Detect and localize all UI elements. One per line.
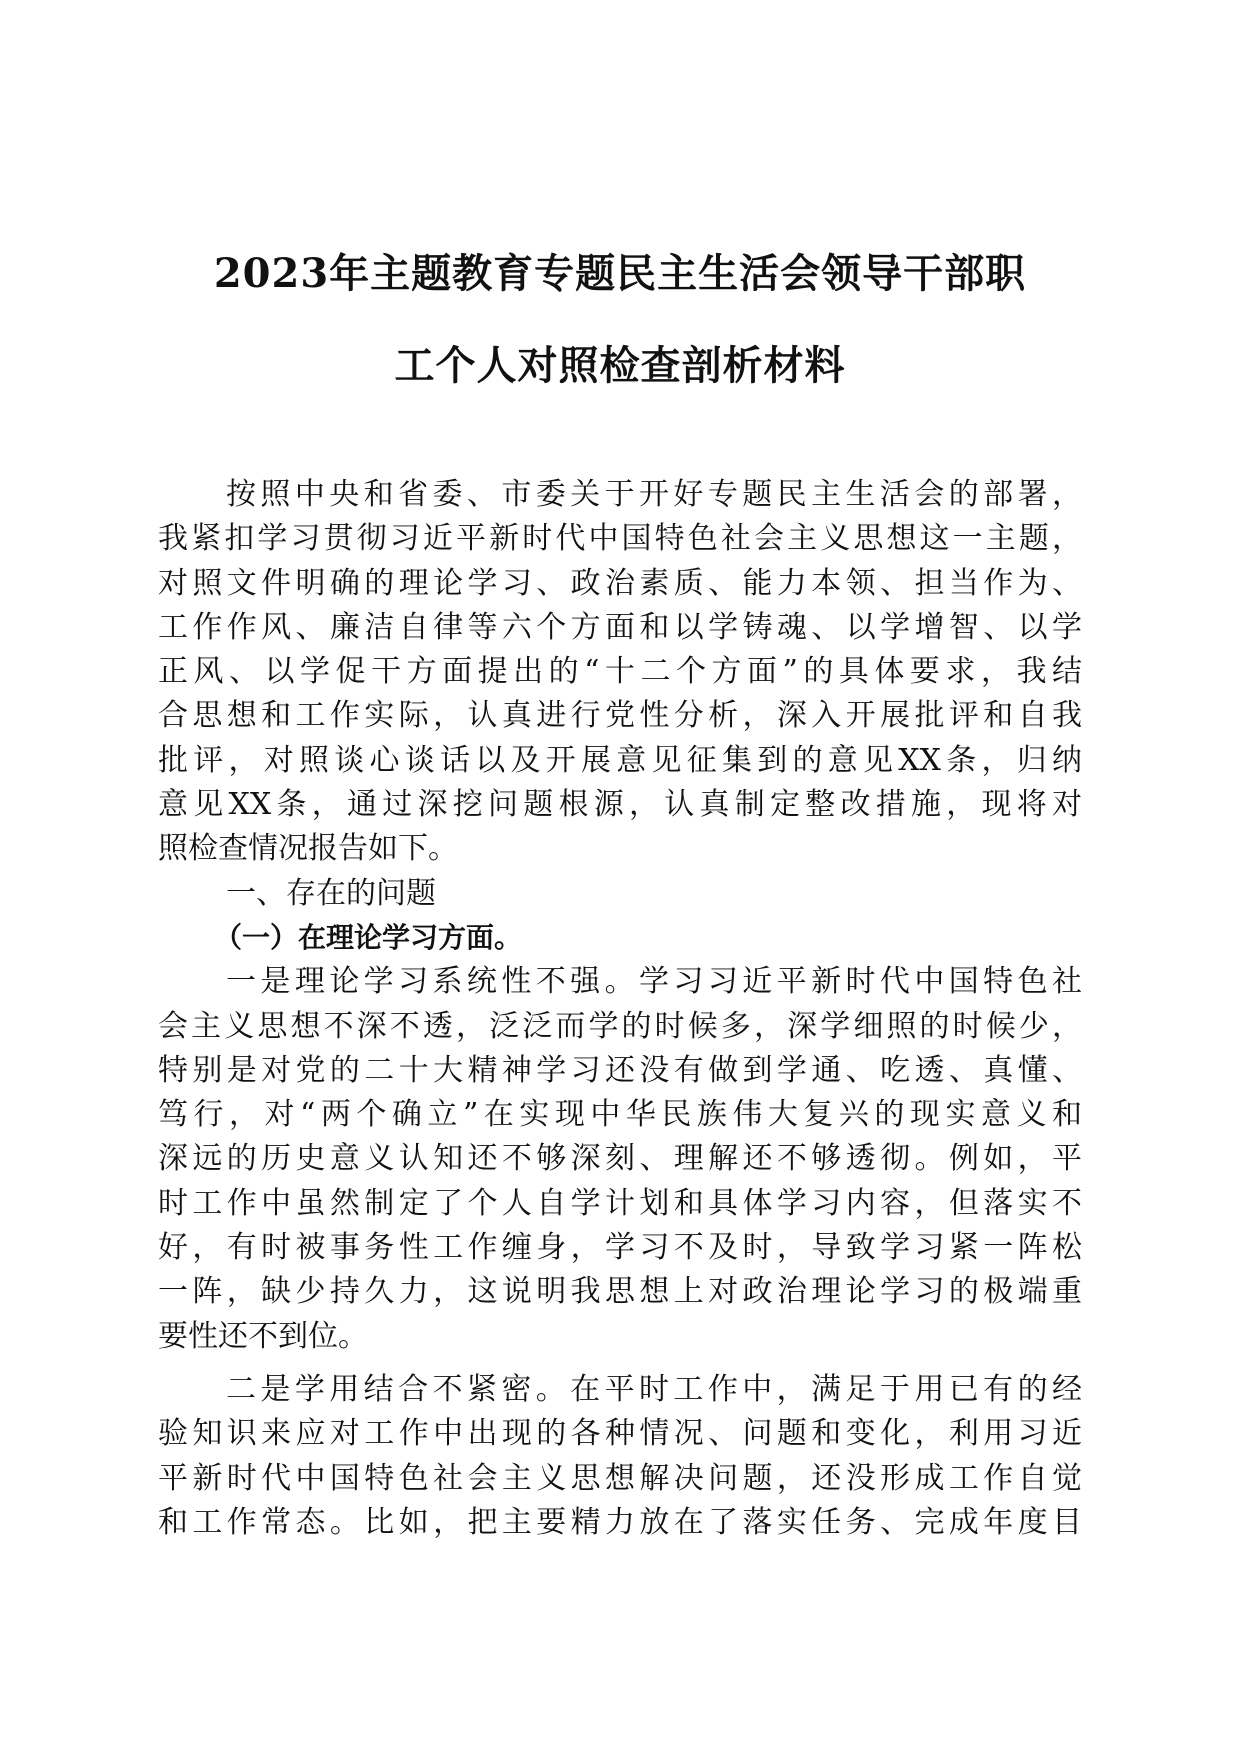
text-line: 正风、以学促干方面提出的“十二个方面”的具体要求，我结 — [158, 654, 1082, 690]
text-line: 批评，对照谈心谈话以及开展意见征集到的意见XX条，归纳 — [158, 742, 1082, 778]
text-line: 我紧扣学习贯彻习近平新时代中国特色社会主义思想这一主题， — [158, 521, 1082, 557]
text-line: 一阵，缺少持久力，这说明我思想上对政治理论学习的极端重 — [158, 1274, 1082, 1310]
document-body — [158, 473, 1082, 1545]
text-line: 一是理论学习系统性不强。学习习近平新时代中国特色社 — [226, 964, 1082, 1000]
subsection-heading: （一）在理论学习方面。 — [214, 920, 523, 954]
document-title — [150, 228, 1090, 412]
text-line: 好，有时被事务性工作缠身，学习不及时，导致学习紧一阵松 — [158, 1230, 1082, 1266]
text-line: 笃行，对“两个确立”在实现中华民族伟大复兴的现实意义和 — [158, 1097, 1082, 1133]
text-line: 会主义思想不深不透，泛泛而学的时候多，深学细照的时候少， — [158, 1008, 1082, 1044]
body-paragraph — [158, 1368, 1082, 1545]
text-line: 合思想和工作实际，认真进行党性分析，深入开展批评和自我 — [158, 698, 1082, 734]
section-heading: 一、存在的问题 — [226, 875, 436, 911]
intro-paragraph — [158, 473, 1082, 872]
text-line: 平新时代中国特色社会主义思想解决问题，还没形成工作自觉 — [158, 1460, 1082, 1496]
text-line: 要性还不到位。 — [158, 1318, 368, 1354]
text-line: 工作作风、廉洁自律等六个方面和以学铸魂、以学增智、以学 — [158, 609, 1082, 645]
body-paragraph — [158, 960, 1082, 1359]
text-line: 特别是对党的二十大精神学习还没有做到学通、吃透、真懂、 — [158, 1052, 1082, 1088]
paragraph-gap — [158, 1359, 1082, 1368]
title-line: 工个人对照检查剖析材料 — [394, 342, 846, 389]
title-line: 2023年主题教育专题民主生活会领导干部职 — [213, 250, 1027, 297]
text-line: 验知识来应对工作中出现的各种情况、问题和变化，利用习近 — [158, 1416, 1082, 1452]
text-line: 对照文件明确的理论学习、政治素质、能力本领、担当作为、 — [158, 565, 1082, 601]
text-line: 时工作中虽然制定了个人自学计划和具体学习内容，但落实不 — [158, 1185, 1082, 1221]
text-line: 和工作常态。比如，把主要精力放在了落实任务、完成年度目 — [158, 1504, 1082, 1540]
text-line: 照检查情况报告如下。 — [158, 831, 458, 867]
text-line: 意见XX条，通过深挖问题根源，认真制定整改措施，现将对 — [158, 787, 1082, 823]
text-line: 二是学用结合不紧密。在平时工作中，满足于用已有的经 — [226, 1371, 1082, 1407]
text-line: 深远的历史意义认知还不够深刻、理解还不够透彻。例如，平 — [158, 1141, 1082, 1177]
text-line: 按照中央和省委、市委关于开好专题民主生活会的部署， — [226, 477, 1082, 512]
